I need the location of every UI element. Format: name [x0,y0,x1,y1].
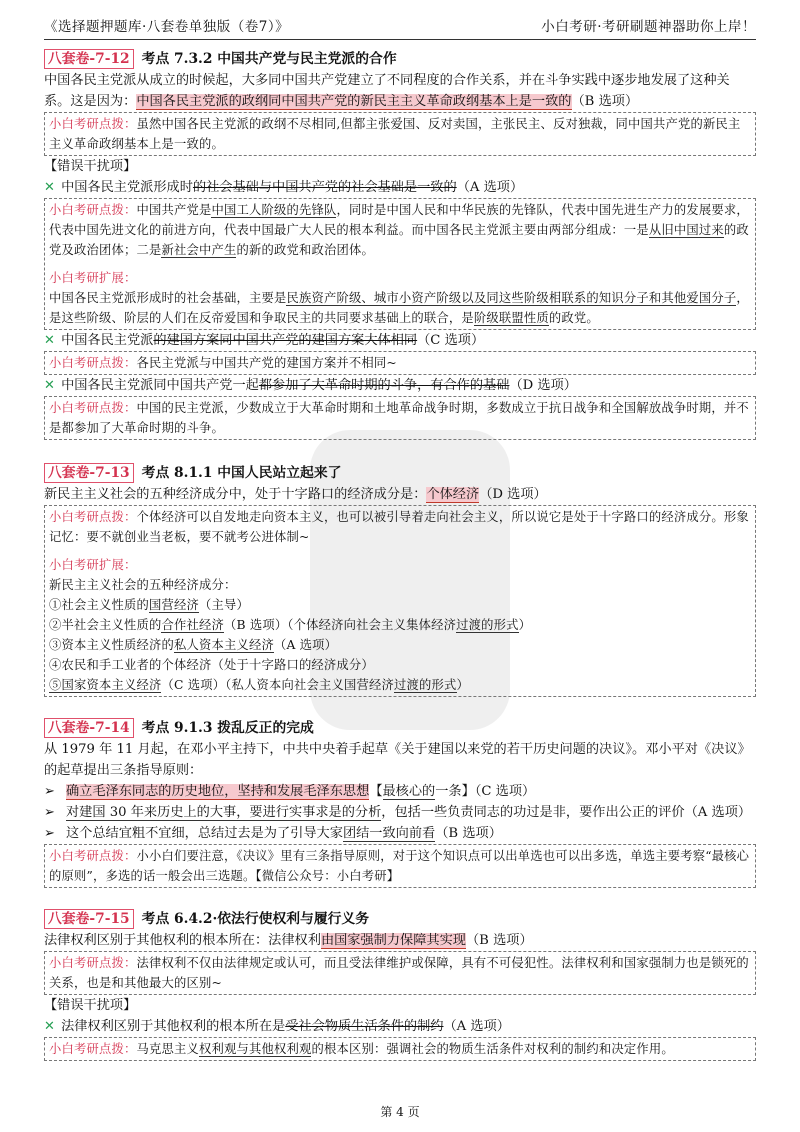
section-tag: 八套卷-7-12 [44,49,134,69]
list-item: ①社会主义性质的国营经济（主导） [49,598,249,612]
answer-highlight: 中国各民主党派的政纲同中国共产党的新民主主义革命政纲基本上是一致的 [136,94,572,109]
wrong-options-heading: 【错误干扰项】 [44,998,137,1013]
answer-highlight: 确立毛泽东同志的历史地位，坚持和发展毛泽东思想 [66,784,370,799]
page-header [44,15,756,40]
wrong-icon: ✕ [44,333,56,348]
wrong-options-heading: 【错误干扰项】 [44,159,137,174]
extension-label: 小白考研扩展： [49,558,137,572]
wrong-option-a: ✕ 法律权利区别于其他权利的根本所在是受社会物质生活条件的制约（A 选项） [44,1019,510,1034]
section-7-14 [44,717,756,888]
wrong-icon: ✕ [44,378,56,393]
answer-highlight: 个体经济 [426,487,480,502]
arrow-bullet-icon: ➢ [44,805,56,820]
question-text: 法律权利区别于其他权利的根本所在：法律权利由国家强制力保障其实现（B 选项） [44,933,533,948]
answer-highlight: 由国家强制力保障其实现 [320,933,466,948]
tip-box: 小白考研点拨：小小白们要注意，《决议》里有三条指导原则，对于这个知识点可以出单选也可以出多选，单选主要考察“最核心的原则”，多选的话一般会出三选题。【微信公众号：小白考研】 [44,844,756,888]
section-tag: 八套卷-7-13 [44,463,134,483]
tip-box: 小白考研点拨：法律权利不仅由法律规定或认可，而且受法律维护或保障，具有不可侵犯性。法律权利和国家强制力也是锁死的关系，也是和其他最大的区别~ [44,951,756,995]
extension-text: 中国各民主党派形成时的社会基础，主要是民族资产阶级、城市小资产阶级以及同这些阶级相联系的知识分子和其他爱国分子，是这些阶级、阶层的人们在反帝爱国和争取民主的共同要求基础上的联合，是阶级联盟性质的政党。 [49,291,749,325]
tip-box: 小白考研点拨：个体经济可以自发地走向资本主义，也可以被引导着走向社会主义，所以说它是处于十字路口的经济成分。形象记忆：要不就创业当老板，要不就考公进体制~ 小白考研扩展： 新民主主义社会的五种经济成分： ①社会主义性质的国营经济（主导） ②半社会主义性质的合作社经济（B 选项）（个体经济向社会主义集体经济过渡的形式） ③资本主义性质经济的私人资本主义经济（A 选项） ④农民和手工业者的个体经济（处于十字路口的经济成分） ⑤国家资本主义经济（C 选项）（私人资本向社会主义国营经济过渡的形式） [44,505,756,697]
tip-box: 小白考研点拨：虽然中国各民主党派的政纲不尽相同,但都主张爱国、反对卖国，主张民主、反对独裁，同中国共产党的新民主主义革命政纲基本上是一致的。 [44,112,756,156]
question-text: 从 1979 年 11 月起，在邓小平主持下，中共中央着手起草《关于建国以来党的若干历史问题的决议》。邓小平对《决议》的起草提出三条指导原则： [44,742,751,778]
question-text: 新民主主义社会的五种经济成分中，处于十字路口的经济成分是：个体经济（D 选项） [44,487,547,502]
header-title: 《选择题押题库·八套卷单独版（卷7）》 [44,19,290,35]
tip-box: 小白考研点拨：中国共产党是中国工人阶级的先锋队，同时是中国人民和中华民族的先锋队，代表中国先进生产力的发展要求，代表中国先进文化的前进方向，代表中国最广大人民的根本利益。而中国各民主党派主要由两部分组成：一是从旧中国过来的政党及政治团体；二是新社会中产生的新的政党和政治团体。 小白考研扩展： 中国各民主党派形成时的社会基础，主要是民族资产阶级、城市小资产阶级以及同这些阶级相联系的知识分子和其他爱国分子，是这些阶级、阶层的人们在反帝爱国和争取民主的共同要求基础上的联合，是阶级联盟性质的政党。 [44,198,756,330]
wrong-icon: ✕ [44,1019,56,1034]
list-item: ➢ 对建国 30 年来历史上的大事，要进行实事求是的分析，包括一些负责同志的功过是非，要作出公正的评价（A 选项） [44,802,756,823]
question-text: 中国各民主党派从成立的时候起，大多同中国共产党建立了不同程度的合作关系，并在斗争实践中逐步地发展了这种关系。这是因为：中国各民主党派的政纲同中国共产党的新民主主义革命政纲基本上是一致的（B 选项） [44,73,730,109]
tip-box: 小白考研点拨：各民主党派与中国共产党的建国方案并不相同~ [44,351,756,375]
list-item: ④农民和手工业者的个体经济（处于十字路口的经济成分） [49,658,374,672]
section-title: 八套卷-7-15 考点 6.4.2·依法行使权利与履行义务 [44,908,756,930]
section-title: 八套卷-7-12 考点 7.3.2 中国共产党与民主党派的合作 [44,48,756,70]
extension-label: 小白考研扩展： [49,271,137,285]
section-7-13 [44,462,756,697]
list-item: ➢ 这个总结宜粗不宜细，总结过去是为了引导大家团结一致向前看（B 选项） [44,823,756,844]
section-7-12 [44,48,756,440]
section-7-15 [44,908,756,1061]
page-content [44,44,756,1061]
list-item: ②半社会主义性质的合作社经济（B 选项）（个体经济向社会主义集体经济过渡的形式） [49,618,532,632]
tip-box: 小白考研点拨：马克思主义权利观与其他权利观的根本区别：强调社会的物质生活条件对权利的制约和决定作用。 [44,1037,756,1061]
arrow-bullet-icon: ➢ [44,784,56,799]
list-item: ③资本主义性质经济的私人资本主义经济（A 选项） [49,638,338,652]
list-item: ➢ 确立毛泽东同志的历史地位，坚持和发展毛泽东思想【最核心的一条】（C 选项） [44,781,756,802]
section-title: 八套卷-7-13 考点 8.1.1 中国人民站立起来了 [44,462,756,484]
arrow-bullet-icon: ➢ [44,826,56,841]
wrong-option-d: ✕ 中国各民主党派同中国共产党一起都参加了大革命时期的斗争，有合作的基础（D 选项） [44,378,577,393]
section-tag: 八套卷-7-15 [44,909,134,929]
wrong-option-c: ✕ 中国各民主党派的建国方案同中国共产党的建国方案大体相同（C 选项） [44,333,485,348]
tip-box: 小白考研点拨：中国的民主党派，少数成立于大革命时期和土地革命战争时期，多数成立于抗日战争和全国解放战争时期，并不是都参加了大革命时期的斗争。 [44,396,756,440]
section-title: 八套卷-7-14 考点 9.1.3 拨乱反正的完成 [44,717,756,739]
header-slogan: 小白考研·考研刷题神器助你上岸！ [541,19,756,35]
page-number: 第 4 页 [380,1105,420,1119]
wrong-icon: ✕ [44,180,56,195]
wrong-option-a: ✕ 中国各民主党派形成时的社会基础与中国共产党的社会基础是一致的（A 选项） [44,180,524,195]
list-item: ⑤国家资本主义经济（C 选项）（私人资本向社会主义国营经济过渡的形式） [49,678,469,692]
section-tag: 八套卷-7-14 [44,718,134,738]
